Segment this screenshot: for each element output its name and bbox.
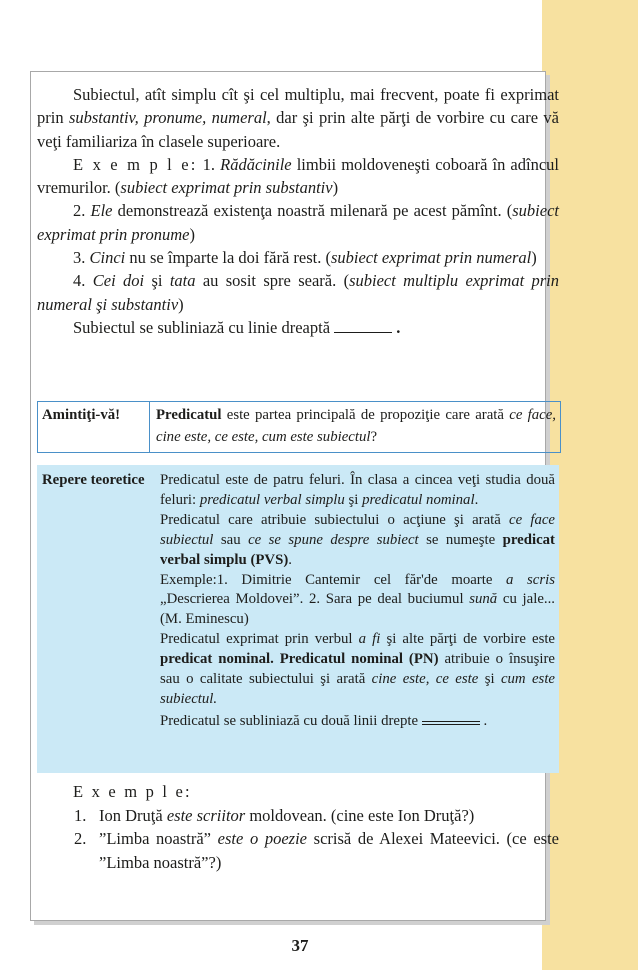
remember-text: Predicatul este partea principală de propoziţie care arată ce face, cine este, ce este, cum este subiectul? [156,407,556,445]
theory-paragraph-2: Predicatul care atribuie subiectului o acţiune şi arată ce face subiectul sau ce se spune despre subiect se numeşte predicat verbal simplu (PVS). [160,511,555,568]
list-item: 2. ”Limba noastră” este o poezie scrisă de Alexei Mateevici. (ce este ”Limba noastră”?) [74,829,559,872]
theory-label: Repere teoretice [42,472,145,488]
examples-list [37,804,559,875]
examples-label: E x e m p l e: [73,782,192,801]
remember-label: Amintiţi-vă! [38,402,150,452]
theory-box [37,465,559,773]
page-number: 37 [291,936,309,955]
theory-text [157,465,559,773]
theory-paragraph-3: Exemple:1. Dimitrie Cantemir cel făr'de moarte a scris „Descrierea Moldovei”. 2. Sara pe deal buciumul sună cu jale... (M. Eminescu) [160,571,555,628]
list-item: 1. Ion Druţă este scriitor moldovean. (cine este Ion Druţă?) [74,805,475,825]
double-underline-sample [422,710,480,725]
theory-paragraph-5: Predicatul se subliniază cu două linii drepte . [160,710,555,732]
example-1: E x e m p l e: 1. Rădăcinile limbii moldoveneşti coboară în adîncul vremurilor. (subiect exprimat prin substantiv) [37,154,559,198]
example-2: 2. Ele demonstrează existenţa noastră milenară pe acest pămînt. (subiect exprimat prin pronume) [37,201,559,244]
theory-paragraph-1: Predicatul este de patru feluri. În clasa a cincea veţi studia două feluri: predicatul verbal simplu şi predicatul nominal. [160,472,555,508]
intro-paragraph: Subiectul, atît simplu cît şi cel multiplu, mai frecvent, poate fi exprimat prin substantiv, pronume, numeral, dar şi prin alte părţi de vorbire cu care vă veţi familiariza în clasele superioare. [37,85,559,151]
remember-box [37,401,561,453]
example-3: 3. Cinci nu se împarte la doi fără rest. (subiect exprimat prin numeral) [73,248,537,268]
examples-section [37,780,559,874]
theory-paragraph-4: Predicatul exprimat prin verbul a fi şi alte părţi de vorbire este predicat nominal. Predicatul nominal (PN) atribuie o însuşire sau o calitate subiectului şi arată cine este, ce este şi cum este subiectul. [160,631,555,707]
example-4: 4. Cei doi şi tata au sosit spre seară. (subiect multiplu exprimat prin numeral şi substantiv) [37,271,560,314]
single-underline-sample [334,319,392,333]
underline-rule: Subiectul se subliniază cu linie dreaptă . [73,317,401,337]
intro-section [37,83,559,339]
